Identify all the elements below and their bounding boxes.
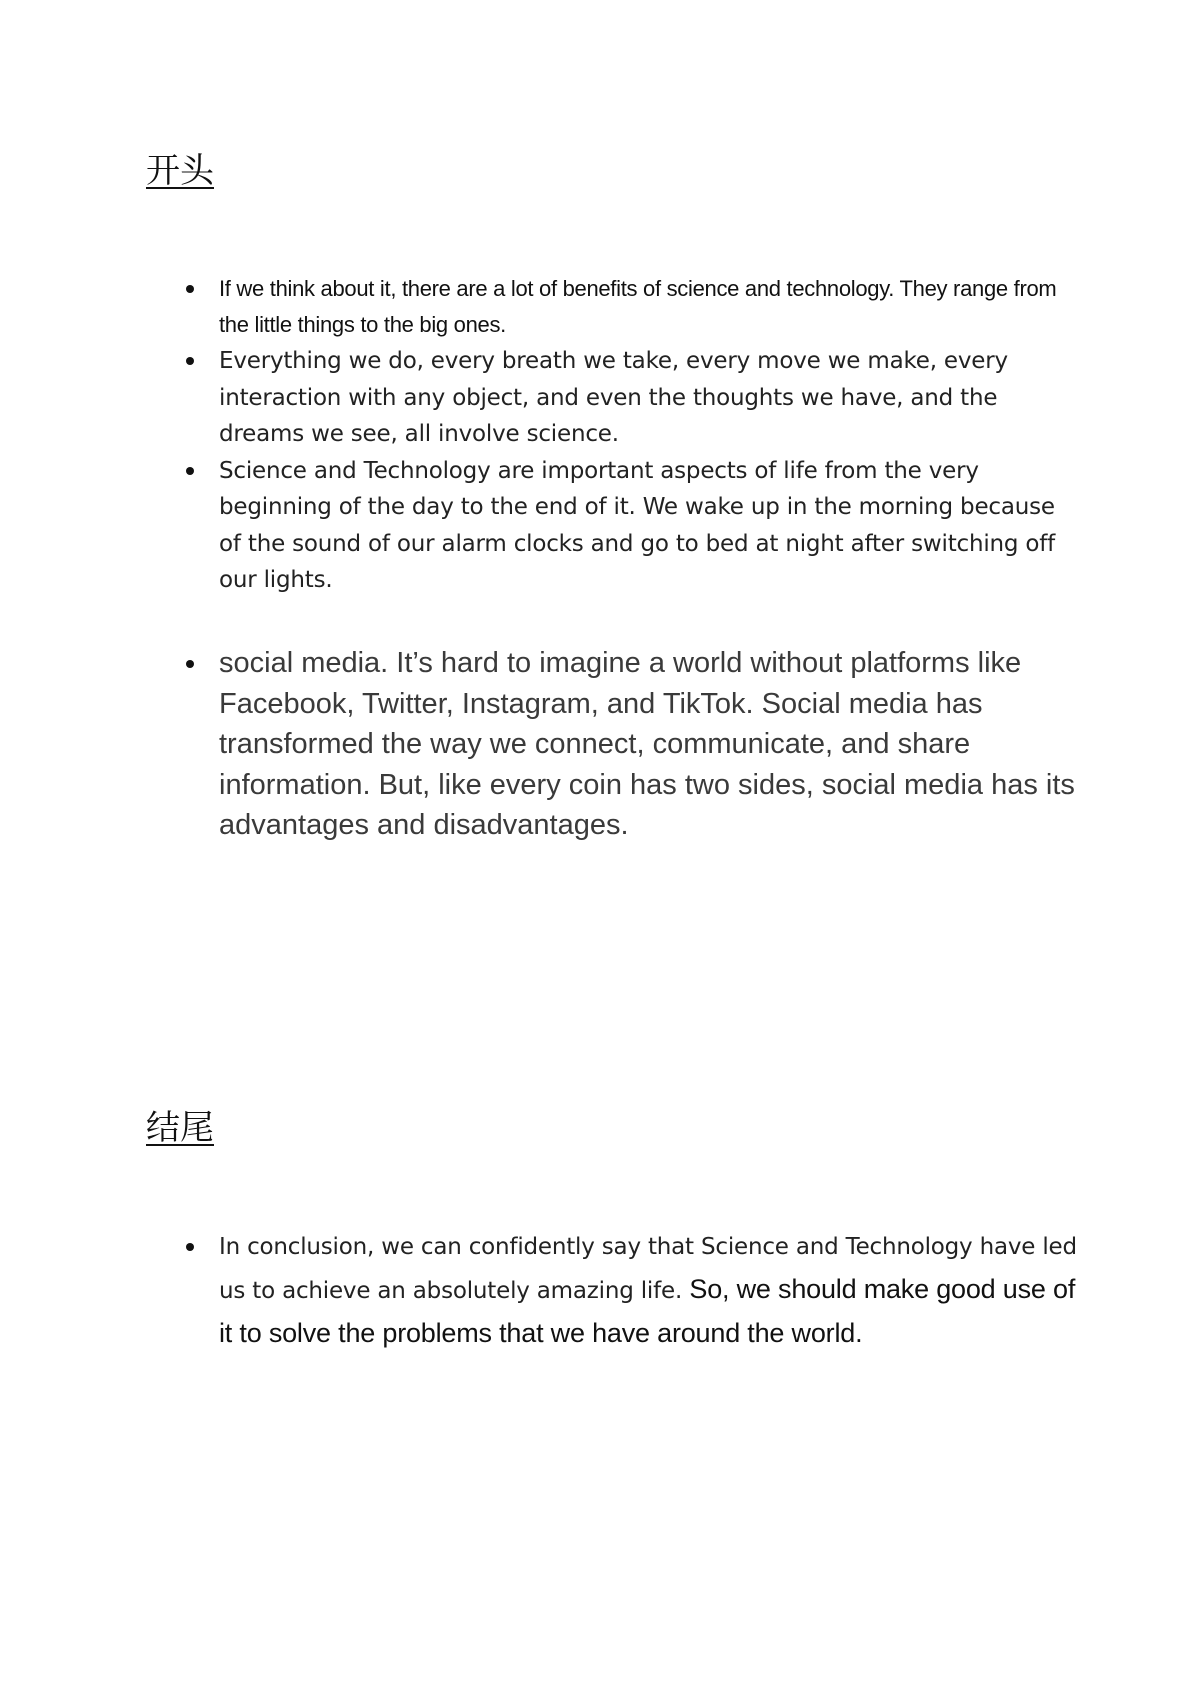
- social-media-bullet-list: [0, 643, 1079, 846]
- bullet-icon: [186, 285, 194, 293]
- bullet-text: social media. It’s hard to imagine a world without platforms like Facebook, Twitter, Instagram, and TikTok. Social media has transformed the way we connect, communicate, and share information. But, like every coin has two sides, social media has its advantages and disadvantages.: [219, 647, 1075, 841]
- bullet-icon: [186, 660, 194, 668]
- conclusion-text-part2: So, we should make good use of it to solve the problems that we have around the world.: [219, 1274, 1076, 1348]
- list-item: [0, 1226, 1079, 1356]
- closing-bullet-list: [0, 1226, 1079, 1356]
- bullet-icon: [186, 1243, 194, 1251]
- list-item: [0, 343, 1079, 453]
- bullet-text: Everything we do, every breath we take, every move we make, every interaction with any object, and even the thoughts we have, and the dreams we see, all involve science.: [219, 348, 1008, 447]
- list-item: [0, 271, 1079, 343]
- section-heading-closing: 结尾: [146, 1108, 214, 1148]
- list-item: [0, 453, 1079, 599]
- bullet-text: If we think about it, there are a lot of benefits of science and technology. They range from the little things to the big ones.: [219, 276, 1057, 337]
- bullet-icon: [186, 357, 194, 365]
- conclusion-text-part1: In conclusion, we can confidently say that Science and Technology have led us to achieve an absolutely amazing life.: [219, 1234, 1077, 1304]
- bullet-icon: [186, 467, 194, 475]
- section-heading-opening: 开头: [146, 151, 214, 191]
- list-item: [0, 643, 1079, 846]
- bullet-text: Science and Technology are important aspects of life from the very beginning of the day to the end of it. We wake up in the morning because of the sound of our alarm clocks and go to bed at night after switching off our lights.: [219, 457, 1056, 593]
- opening-bullet-list: [0, 271, 1079, 599]
